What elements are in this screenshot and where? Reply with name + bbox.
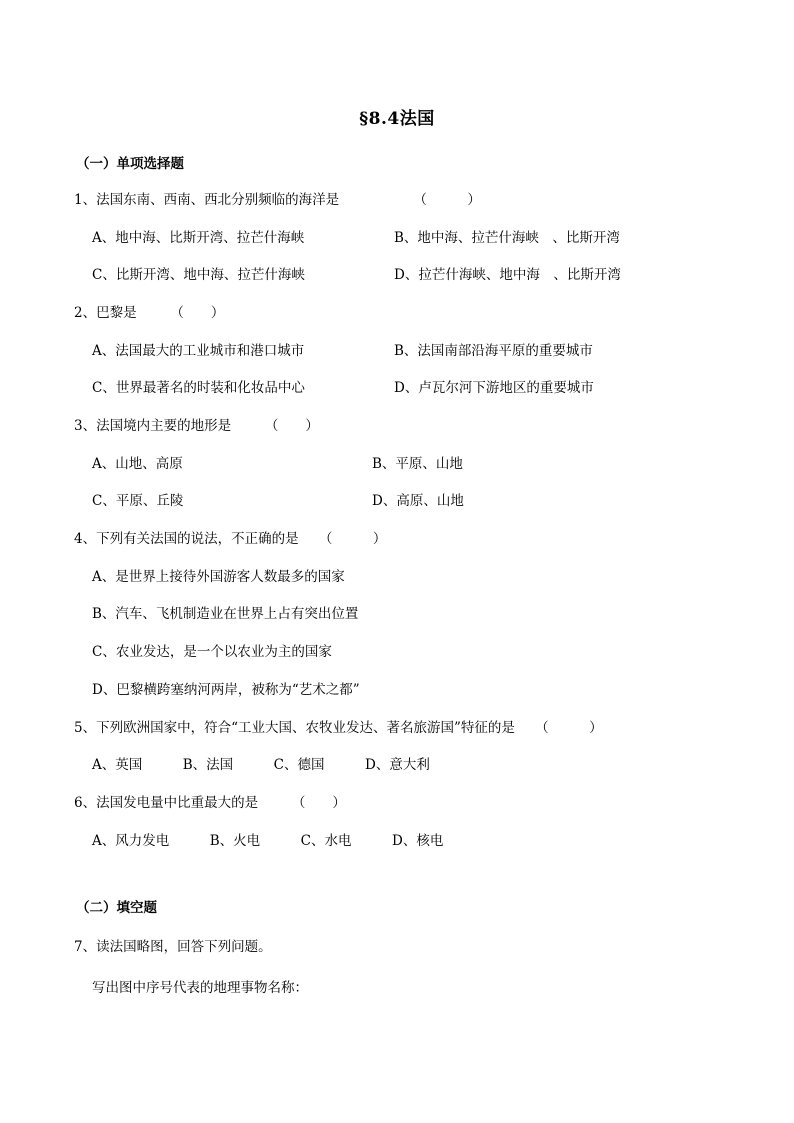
question-5-stem: 5、下列欧洲国家中，符合“工业大国、农牧业发达、著名旅游国”特征的是 （ ） bbox=[74, 720, 603, 736]
question-6-options: A、风力发电 B、火电 C、水电 D、核电 bbox=[92, 833, 444, 849]
question-1-option-d: D、拉芒什海峡、地中海 、比斯开湾 bbox=[394, 267, 621, 283]
question-2-option-d: D、卢瓦尔河下游地区的重要城市 bbox=[394, 380, 594, 396]
question-1-option-c: C、比斯开湾、地中海、拉芒什海峡 bbox=[92, 267, 305, 283]
section-heading-multiple-choice: （一）单项选择题 bbox=[76, 156, 184, 172]
question-6-stem: 6、法国发电量中比重最大的是 （ ） bbox=[74, 795, 346, 811]
question-4-option-d: D、巴黎横跨塞纳河两岸，被称为“艺术之都” bbox=[92, 682, 360, 698]
page-title: §8.4法国 bbox=[359, 109, 435, 129]
question-2-option-b: B、法国南部沿海平原的重要城市 bbox=[394, 343, 593, 359]
question-1-option-a: A、地中海、比斯开湾、拉芒什海峡 bbox=[92, 230, 305, 246]
question-2-stem: 2、巴黎是 （ ） bbox=[74, 305, 225, 321]
question-4-stem: 4、下列有关法国的说法，不正确的是 （ ） bbox=[74, 531, 387, 547]
question-7-stem: 7、读法国略图，回答下列问题。 bbox=[74, 939, 272, 955]
question-7-subprompt: 写出图中序号代表的地理事物名称： bbox=[92, 980, 308, 996]
section-heading-fill-in: （二）填空题 bbox=[76, 900, 157, 916]
question-1-stem: 1、法国东南、西南、西北分别频临的海洋是 （ ） bbox=[74, 192, 481, 208]
question-4-option-b: B、汽车、飞机制造业在世界上占有突出位置 bbox=[92, 606, 359, 622]
question-2-option-c: C、世界最著名的时装和化妆品中心 bbox=[92, 380, 305, 396]
question-2-option-a: A、法国最大的工业城市和港口城市 bbox=[92, 343, 305, 359]
question-3-option-b: B、平原、山地 bbox=[372, 456, 463, 472]
question-1-option-b: B、地中海、拉芒什海峡 、比斯开湾 bbox=[394, 230, 620, 246]
question-4-option-a: A、是世界上接待外国游客人数最多的国家 bbox=[92, 569, 345, 585]
question-4-option-c: C、农业发达，是一个以农业为主的国家 bbox=[92, 644, 332, 660]
question-5-options: A、英国 B、法国 C、德国 D、意大利 bbox=[92, 757, 430, 773]
question-3-stem: 3、法国境内主要的地形是 （ ） bbox=[74, 418, 319, 434]
question-3-option-c: C、平原、丘陵 bbox=[92, 493, 184, 509]
question-3-option-a: A、山地、高原 bbox=[92, 456, 183, 472]
question-3-option-d: D、高原、山地 bbox=[372, 493, 464, 509]
